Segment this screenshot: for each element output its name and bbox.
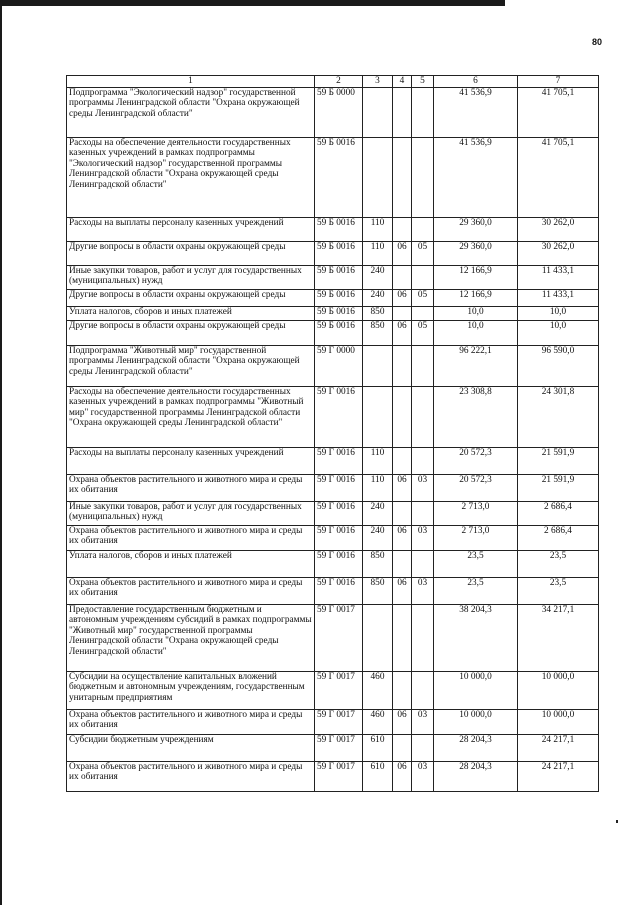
row-rz-cell: 06: [393, 525, 412, 550]
row-name-cell: Расходы на выплаты персоналу казенных учреждений: [67, 447, 315, 474]
row-code-cell: 59 Г 0016: [315, 577, 363, 604]
row-rz-cell: 06: [393, 289, 412, 306]
table-row: [67, 386, 599, 447]
table-row: [67, 671, 599, 709]
row-code-cell: 59 Г 0017: [315, 604, 363, 671]
row-pr-cell: [412, 87, 434, 137]
row-vr-cell: 850: [363, 577, 393, 604]
row-rz-cell: [393, 501, 412, 525]
row-amount-2014-cell: 23,5: [434, 550, 518, 577]
row-code-cell: 59 Г 0017: [315, 671, 363, 709]
row-name-cell: Иные закупки товаров, работ и услуг для государственных (муниципальных) нужд: [67, 501, 315, 525]
header-cell: 5: [412, 76, 434, 88]
row-pr-cell: [412, 671, 434, 709]
row-name-cell: Подпрограмма "Экологический надзор" государственной программы Ленинградской области "Охрана окружающей среды Ленинградской области": [67, 87, 315, 137]
header-cell: 6: [434, 76, 518, 88]
row-code-cell: 59 Г 0016: [315, 447, 363, 474]
table-row: [67, 761, 599, 791]
row-name-cell: Другие вопросы в области охраны окружающей среды: [67, 289, 315, 306]
row-code-cell: 59 Б 0016: [315, 265, 363, 289]
table-row: [67, 265, 599, 289]
row-amount-2015-cell: 11 433,1: [518, 265, 599, 289]
row-name-cell: Уплата налогов, сборов и иных платежей: [67, 306, 315, 320]
row-rz-cell: [393, 604, 412, 671]
header-row: [67, 76, 599, 88]
row-code-cell: 59 Б 0016: [315, 217, 363, 241]
table-row: [67, 217, 599, 241]
row-rz-cell: [393, 217, 412, 241]
table-row: [67, 550, 599, 577]
row-vr-cell: 240: [363, 525, 393, 550]
row-amount-2015-cell: 11 433,1: [518, 289, 599, 306]
row-pr-cell: [412, 306, 434, 320]
row-amount-2015-cell: 21 591,9: [518, 474, 599, 501]
row-code-cell: 59 Б 0016: [315, 137, 363, 217]
row-code-cell: 59 Г 0016: [315, 501, 363, 525]
row-rz-cell: [393, 386, 412, 447]
row-name-cell: Подпрограмма "Животный мир" государственной программы Ленинградской области "Охрана окружающей среды Ленинградской области": [67, 345, 315, 386]
row-amount-2014-cell: 28 204,3: [434, 761, 518, 791]
row-name-cell: Уплата налогов, сборов и иных платежей: [67, 550, 315, 577]
row-pr-cell: [412, 137, 434, 217]
row-code-cell: 59 Г 0017: [315, 709, 363, 734]
row-code-cell: 59 Б 0016: [315, 241, 363, 265]
row-amount-2015-cell: 24 217,1: [518, 761, 599, 791]
row-vr-cell: 110: [363, 241, 393, 265]
table-row: [67, 447, 599, 474]
row-vr-cell: [363, 604, 393, 671]
row-rz-cell: [393, 447, 412, 474]
row-name-cell: Субсидии бюджетным учреждениям: [67, 734, 315, 761]
row-name-cell: Другие вопросы в области охраны окружающей среды: [67, 241, 315, 265]
table-row: [67, 345, 599, 386]
header-cell: 4: [393, 76, 412, 88]
header-cell: 1: [67, 76, 315, 88]
table-row: [67, 87, 599, 137]
row-name-cell: Охрана объектов растительного и животного мира и среды их обитания: [67, 709, 315, 734]
row-vr-cell: 240: [363, 501, 393, 525]
row-code-cell: 59 Г 0016: [315, 525, 363, 550]
row-rz-cell: 06: [393, 761, 412, 791]
row-pr-cell: [412, 447, 434, 474]
row-vr-cell: 460: [363, 671, 393, 709]
row-amount-2014-cell: 29 360,0: [434, 241, 518, 265]
row-rz-cell: [393, 734, 412, 761]
scan-edge-top: [0, 0, 505, 6]
row-code-cell: 59 Г 0017: [315, 734, 363, 761]
row-amount-2014-cell: 96 222,1: [434, 345, 518, 386]
table-row: [67, 289, 599, 306]
row-amount-2015-cell: 23,5: [518, 577, 599, 604]
row-amount-2014-cell: 12 166,9: [434, 265, 518, 289]
row-pr-cell: [412, 265, 434, 289]
row-vr-cell: 850: [363, 306, 393, 320]
row-code-cell: 59 Г 0016: [315, 550, 363, 577]
row-name-cell: Расходы на обеспечение деятельности государственных казенных учреждений в рамках подпрограммы "Животный мир" государственной программы Ленинградской области "Охрана окружающей среды Ленинградской области": [67, 386, 315, 447]
table-row: [67, 734, 599, 761]
header-cell: 3: [363, 76, 393, 88]
row-rz-cell: 06: [393, 241, 412, 265]
row-vr-cell: [363, 345, 393, 386]
table-row: [67, 604, 599, 671]
row-vr-cell: 850: [363, 320, 393, 345]
row-vr-cell: [363, 137, 393, 217]
row-code-cell: 59 Г 0016: [315, 386, 363, 447]
row-name-cell: Охрана объектов растительного и животного мира и среды их обитания: [67, 577, 315, 604]
row-name-cell: Расходы на обеспечение деятельности государственных казенных учреждений в рамках подпрограммы "Экологический надзор" государственной программы Ленинградской области "Охрана окружающей среды Ленинградской области": [67, 137, 315, 217]
row-pr-cell: [412, 604, 434, 671]
row-amount-2015-cell: 41 705,1: [518, 87, 599, 137]
row-amount-2014-cell: 41 536,9: [434, 87, 518, 137]
row-pr-cell: 03: [412, 474, 434, 501]
row-vr-cell: [363, 87, 393, 137]
row-name-cell: Охрана объектов растительного и животного мира и среды их обитания: [67, 761, 315, 791]
row-amount-2014-cell: 20 572,3: [434, 447, 518, 474]
row-amount-2014-cell: 38 204,3: [434, 604, 518, 671]
row-vr-cell: 850: [363, 550, 393, 577]
row-amount-2015-cell: 41 705,1: [518, 137, 599, 217]
row-name-cell: Другие вопросы в области охраны окружающей среды: [67, 320, 315, 345]
row-code-cell: 59 Б 0000: [315, 87, 363, 137]
row-rz-cell: [393, 550, 412, 577]
row-amount-2015-cell: 24 217,1: [518, 734, 599, 761]
row-name-cell: Охрана объектов растительного и животного мира и среды их обитания: [67, 525, 315, 550]
row-name-cell: Иные закупки товаров, работ и услуг для государственных (муниципальных) нужд: [67, 265, 315, 289]
row-pr-cell: 03: [412, 761, 434, 791]
row-vr-cell: 240: [363, 289, 393, 306]
row-pr-cell: 03: [412, 525, 434, 550]
row-amount-2015-cell: 96 590,0: [518, 345, 599, 386]
row-pr-cell: [412, 217, 434, 241]
row-rz-cell: 06: [393, 474, 412, 501]
row-amount-2014-cell: 10,0: [434, 306, 518, 320]
row-vr-cell: 110: [363, 217, 393, 241]
table-row: [67, 474, 599, 501]
row-amount-2014-cell: 41 536,9: [434, 137, 518, 217]
row-amount-2015-cell: 10,0: [518, 320, 599, 345]
row-amount-2014-cell: 23,5: [434, 577, 518, 604]
row-vr-cell: 460: [363, 709, 393, 734]
row-amount-2014-cell: 2 713,0: [434, 501, 518, 525]
row-code-cell: 59 Б 0016: [315, 289, 363, 306]
row-pr-cell: 05: [412, 241, 434, 265]
row-pr-cell: [412, 386, 434, 447]
budget-table: [66, 75, 599, 792]
row-pr-cell: [412, 345, 434, 386]
row-pr-cell: 03: [412, 577, 434, 604]
row-vr-cell: 240: [363, 265, 393, 289]
row-rz-cell: [393, 306, 412, 320]
row-pr-cell: 05: [412, 289, 434, 306]
page-number: 80: [592, 37, 603, 47]
row-rz-cell: 06: [393, 577, 412, 604]
row-amount-2014-cell: 20 572,3: [434, 474, 518, 501]
table-row: [67, 709, 599, 734]
row-rz-cell: [393, 137, 412, 217]
row-amount-2014-cell: 23 308,8: [434, 386, 518, 447]
row-amount-2015-cell: 10 000,0: [518, 709, 599, 734]
row-pr-cell: [412, 501, 434, 525]
header-cell: 7: [518, 76, 599, 88]
row-amount-2015-cell: 2 686,4: [518, 501, 599, 525]
row-vr-cell: 110: [363, 447, 393, 474]
table-row: [67, 577, 599, 604]
row-code-cell: 59 Б 0016: [315, 306, 363, 320]
row-pr-cell: 03: [412, 709, 434, 734]
table-row: [67, 525, 599, 550]
table-row: [67, 241, 599, 265]
row-amount-2015-cell: 2 686,4: [518, 525, 599, 550]
row-name-cell: Субсидии на осуществление капитальных вложений бюджетным и автономным учреждениям, государственным унитарным предприятиям: [67, 671, 315, 709]
row-pr-cell: 05: [412, 320, 434, 345]
row-amount-2014-cell: 2 713,0: [434, 525, 518, 550]
row-name-cell: Охрана объектов растительного и животного мира и среды их обитания: [67, 474, 315, 501]
row-amount-2015-cell: 10,0: [518, 306, 599, 320]
row-amount-2015-cell: 30 262,0: [518, 217, 599, 241]
scan-edge-left: [0, 0, 2, 905]
table-row: [67, 306, 599, 320]
row-amount-2014-cell: 10,0: [434, 320, 518, 345]
row-pr-cell: [412, 734, 434, 761]
row-code-cell: 59 Г 0000: [315, 345, 363, 386]
row-amount-2014-cell: 12 166,9: [434, 289, 518, 306]
row-amount-2014-cell: 10 000,0: [434, 671, 518, 709]
row-amount-2015-cell: 23,5: [518, 550, 599, 577]
row-code-cell: 59 Г 0016: [315, 474, 363, 501]
row-rz-cell: [393, 87, 412, 137]
row-pr-cell: [412, 550, 434, 577]
header-cell: 2: [315, 76, 363, 88]
row-code-cell: 59 Б 0016: [315, 320, 363, 345]
row-code-cell: 59 Г 0017: [315, 761, 363, 791]
row-rz-cell: 06: [393, 709, 412, 734]
row-rz-cell: [393, 345, 412, 386]
row-rz-cell: 06: [393, 320, 412, 345]
row-vr-cell: 610: [363, 761, 393, 791]
row-amount-2015-cell: 24 301,8: [518, 386, 599, 447]
scan-mark: [616, 820, 618, 823]
table-row: [67, 501, 599, 525]
row-name-cell: Расходы на выплаты персоналу казенных учреждений: [67, 217, 315, 241]
row-amount-2015-cell: 10 000,0: [518, 671, 599, 709]
row-amount-2014-cell: 10 000,0: [434, 709, 518, 734]
row-rz-cell: [393, 671, 412, 709]
row-amount-2014-cell: 28 204,3: [434, 734, 518, 761]
table-row: [67, 320, 599, 345]
table-row: [67, 137, 599, 217]
row-vr-cell: 110: [363, 474, 393, 501]
row-vr-cell: [363, 386, 393, 447]
row-amount-2015-cell: 21 591,9: [518, 447, 599, 474]
row-rz-cell: [393, 265, 412, 289]
row-name-cell: Предоставление государственным бюджетным и автономным учреждениям субсидий в рамках подпрограммы "Животный мир" государственной программы Ленинградской области "Охрана окружающей среды Ленинградской области": [67, 604, 315, 671]
row-amount-2015-cell: 34 217,1: [518, 604, 599, 671]
row-vr-cell: 610: [363, 734, 393, 761]
row-amount-2015-cell: 30 262,0: [518, 241, 599, 265]
row-amount-2014-cell: 29 360,0: [434, 217, 518, 241]
